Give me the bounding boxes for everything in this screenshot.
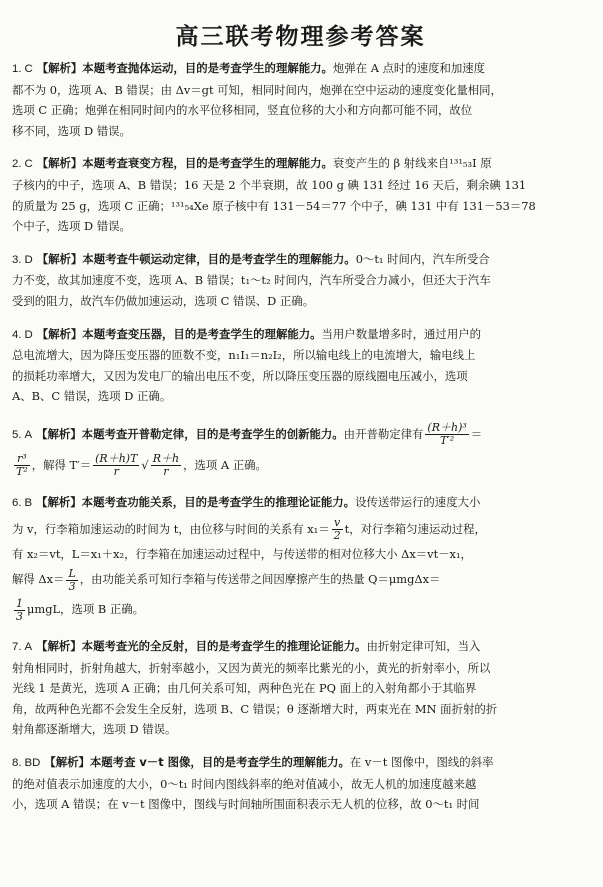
item-number: 7. (12, 641, 22, 654)
item-text: A、B、C 错误，选项 D 正确。 (12, 389, 172, 404)
item-number: 8. (12, 757, 22, 770)
item-text: 力不变，故其加速度不变，选项 A、B 错误；t₁～t₂ 时间内，汽车所受合力减小，但还大于汽车 (12, 273, 491, 288)
item-answer: D (24, 253, 33, 266)
item-answer: A (24, 641, 33, 654)
item-tag: 【解析】本题考查衰变方程，目的是考查学生的理解能力。 (36, 156, 333, 171)
answer-item-6 (12, 492, 589, 624)
item-text: 0～t₁ 时间内，汽车所受合 (355, 251, 490, 266)
item-answer: C (24, 63, 33, 75)
answer-item-8 (12, 752, 589, 815)
belt-fraction: $\frac{v}{2}$ (333, 516, 341, 542)
item-text: ，选项 A 正确。 (183, 457, 267, 472)
item-text: 子核内的中子，选项 A、B 错误；16 天是 2 个半衰期，故 100 g 碘 131 经过 16 天后，剩余碘 131 (12, 177, 527, 192)
item-text: 有 x₂＝vt，L＝x₁＋x₂，行李箱在加速运动过程中，与传送带的相对位移大小 Δx＝vt－x₁， (12, 546, 472, 561)
item-answer: A (24, 428, 33, 441)
item-text: 的质量为 25 g，选项 C 正确；¹³¹₅₄Xe 原子核中有 131－54＝77 个中子，碘 131 中有 131－53＝78 (12, 198, 536, 213)
item-tag: 【解析】本题考查 v－t 图像，目的是考查学生的理解能力。 (44, 755, 350, 770)
item-text: 炮弹在 A 点时的速度和加速度 (332, 61, 486, 75)
item-answer: D (24, 328, 33, 341)
item-text: 解得 Δx＝ (12, 572, 65, 587)
item-text: 设传送带运行的速度大小 (355, 494, 481, 509)
item-text: 由开普勒定律有 (343, 426, 424, 441)
kepler-rhs-fraction: $\frac{\text{r³}}{\text{T²}}$ (16, 452, 28, 479)
item-tag: 【解析】本题考查抛体运动，目的是考查学生的理解能力。 (36, 61, 333, 75)
page-title: 高三联考物理参考答案 (175, 24, 426, 50)
item-text: ，由功能关系可知行李箱与传送带之间因摩擦产生的热量 Q＝μmgΔx＝ (79, 572, 441, 587)
item-text: 射角都逐渐增大，选项 D 错误。 (12, 722, 177, 737)
item-text: 为 v，行李箱加速运动的时间为 t，由位移与时间的关系有 x₁＝ (12, 521, 330, 536)
item-text: 当用户数量增多时，通过用户的 (321, 326, 481, 341)
dx-fraction: $\frac{L}{3}$ (68, 566, 76, 593)
item-answer: C (24, 158, 33, 171)
item-text: 角，故两种色光都不会发生全反射，选项 B、C 错误；θ 逐渐增大时，两束光在 MN 面折射的折 (12, 701, 498, 716)
item-tag: 【解析】本题考查牛顿运动定律，目的是考查学生的理解能力。 (36, 251, 356, 266)
item-text: 光线 1 是黄光，选项 A 正确；由几何关系可知，两种色光在 PQ 面上的入射角都小于其临界 (12, 681, 477, 696)
heat-fraction: $\frac{1}{3}$ (16, 596, 23, 623)
kepler-lhs-fraction: $\frac{\text{(R＋h)³}}{\text{T′²}}$ (427, 421, 467, 448)
item-text: 移不同，选项 D 错误。 (12, 123, 131, 138)
item-number: 4. (12, 328, 22, 341)
item-text: μmgL，选项 B 正确。 (27, 602, 145, 617)
answer-item-7 (12, 636, 589, 740)
item-number: 5. (12, 428, 22, 441)
item-text: 总电流增大，因为降压变压器的匝数不变，n₁I₁＝n₂I₂，所以输电线上的电流增大，输电线上 (12, 348, 476, 363)
item-text: 衰变产生的 β 射线来自¹³¹₅₃I 原 (332, 156, 492, 171)
item-text: 选项 C 正确；炮弹在相同时间内的水平位移相同，竖直位移的大小和方向都可能不同，故位 (12, 103, 473, 118)
item-number: 3. (12, 253, 22, 266)
sqrt-sign: √ (141, 457, 149, 472)
answer-item-3 (12, 249, 589, 312)
item-text: 受到的阻力，故汽车仍做加速运动，选项 C 错误、D 正确。 (12, 293, 315, 308)
item-tag: 【解析】本题考查光的全反射，目的是考查学生的推理论证能力。 (36, 639, 367, 654)
answer-item-4 (12, 324, 589, 407)
item-text: 个中子，选项 D 错误。 (12, 219, 131, 234)
item-number: 1. (12, 63, 22, 75)
item-text: 射角相同时，折射角越大，折射率越小，又因为黄光的频率比紫光的小，黄光的折射率小，所以 (12, 660, 491, 675)
item-text: 在 v－t 图像中，图线的斜率 (349, 755, 494, 770)
item-text: 的损耗功率增大，又因为发电厂的输出电压不变，所以降压变压器的原线圈电压减小，选项 (12, 368, 468, 383)
item-number: 6. (12, 496, 22, 509)
item-tag: 【解析】本题考查开普勒定律，目的是考查学生的创新能力。 (36, 426, 344, 441)
item-text: 都不为 0，选项 A、B 错误；由 Δv＝gt 可知，相同时间内，炮弹在空中运动的速度变化量相同， (12, 82, 502, 97)
kepler-sqrt-fraction: $\frac{R+h}{r}$ (152, 452, 180, 479)
kepler-solution-fraction: $\frac{(R+h)T}{r}$ (95, 452, 138, 479)
item-text: 的绝对值表示加速度的大小，0～t₁ 时间内图线斜率的绝对值减小，故无人机的加速度越来越 (12, 776, 477, 791)
answer-item-1 (12, 58, 589, 141)
item-text: t，对行李箱匀速运动过程， (344, 521, 486, 536)
item-number: 2. (12, 158, 22, 171)
item-tag: 【解析】本题考查功能关系，目的是考查学生的推理论证能力。 (36, 494, 356, 509)
answer-item-2 (12, 153, 589, 236)
answer-item-5 (12, 419, 589, 480)
item-answer: BD (24, 757, 41, 770)
item-text: 小，选项 A 错误；在 v－t 图像中，图线与时间轴所围面积表示无人机的位移，故 0～t₁ 时间 (12, 797, 480, 812)
equals-sign: ＝ (470, 426, 483, 441)
item-text: 由折射定律可知，当入 (366, 639, 481, 654)
item-tag: 【解析】本题考查变压器，目的是考查学生的理解能力。 (36, 326, 322, 341)
item-text: ，解得 T′＝ (31, 457, 92, 472)
item-answer: B (24, 496, 33, 509)
